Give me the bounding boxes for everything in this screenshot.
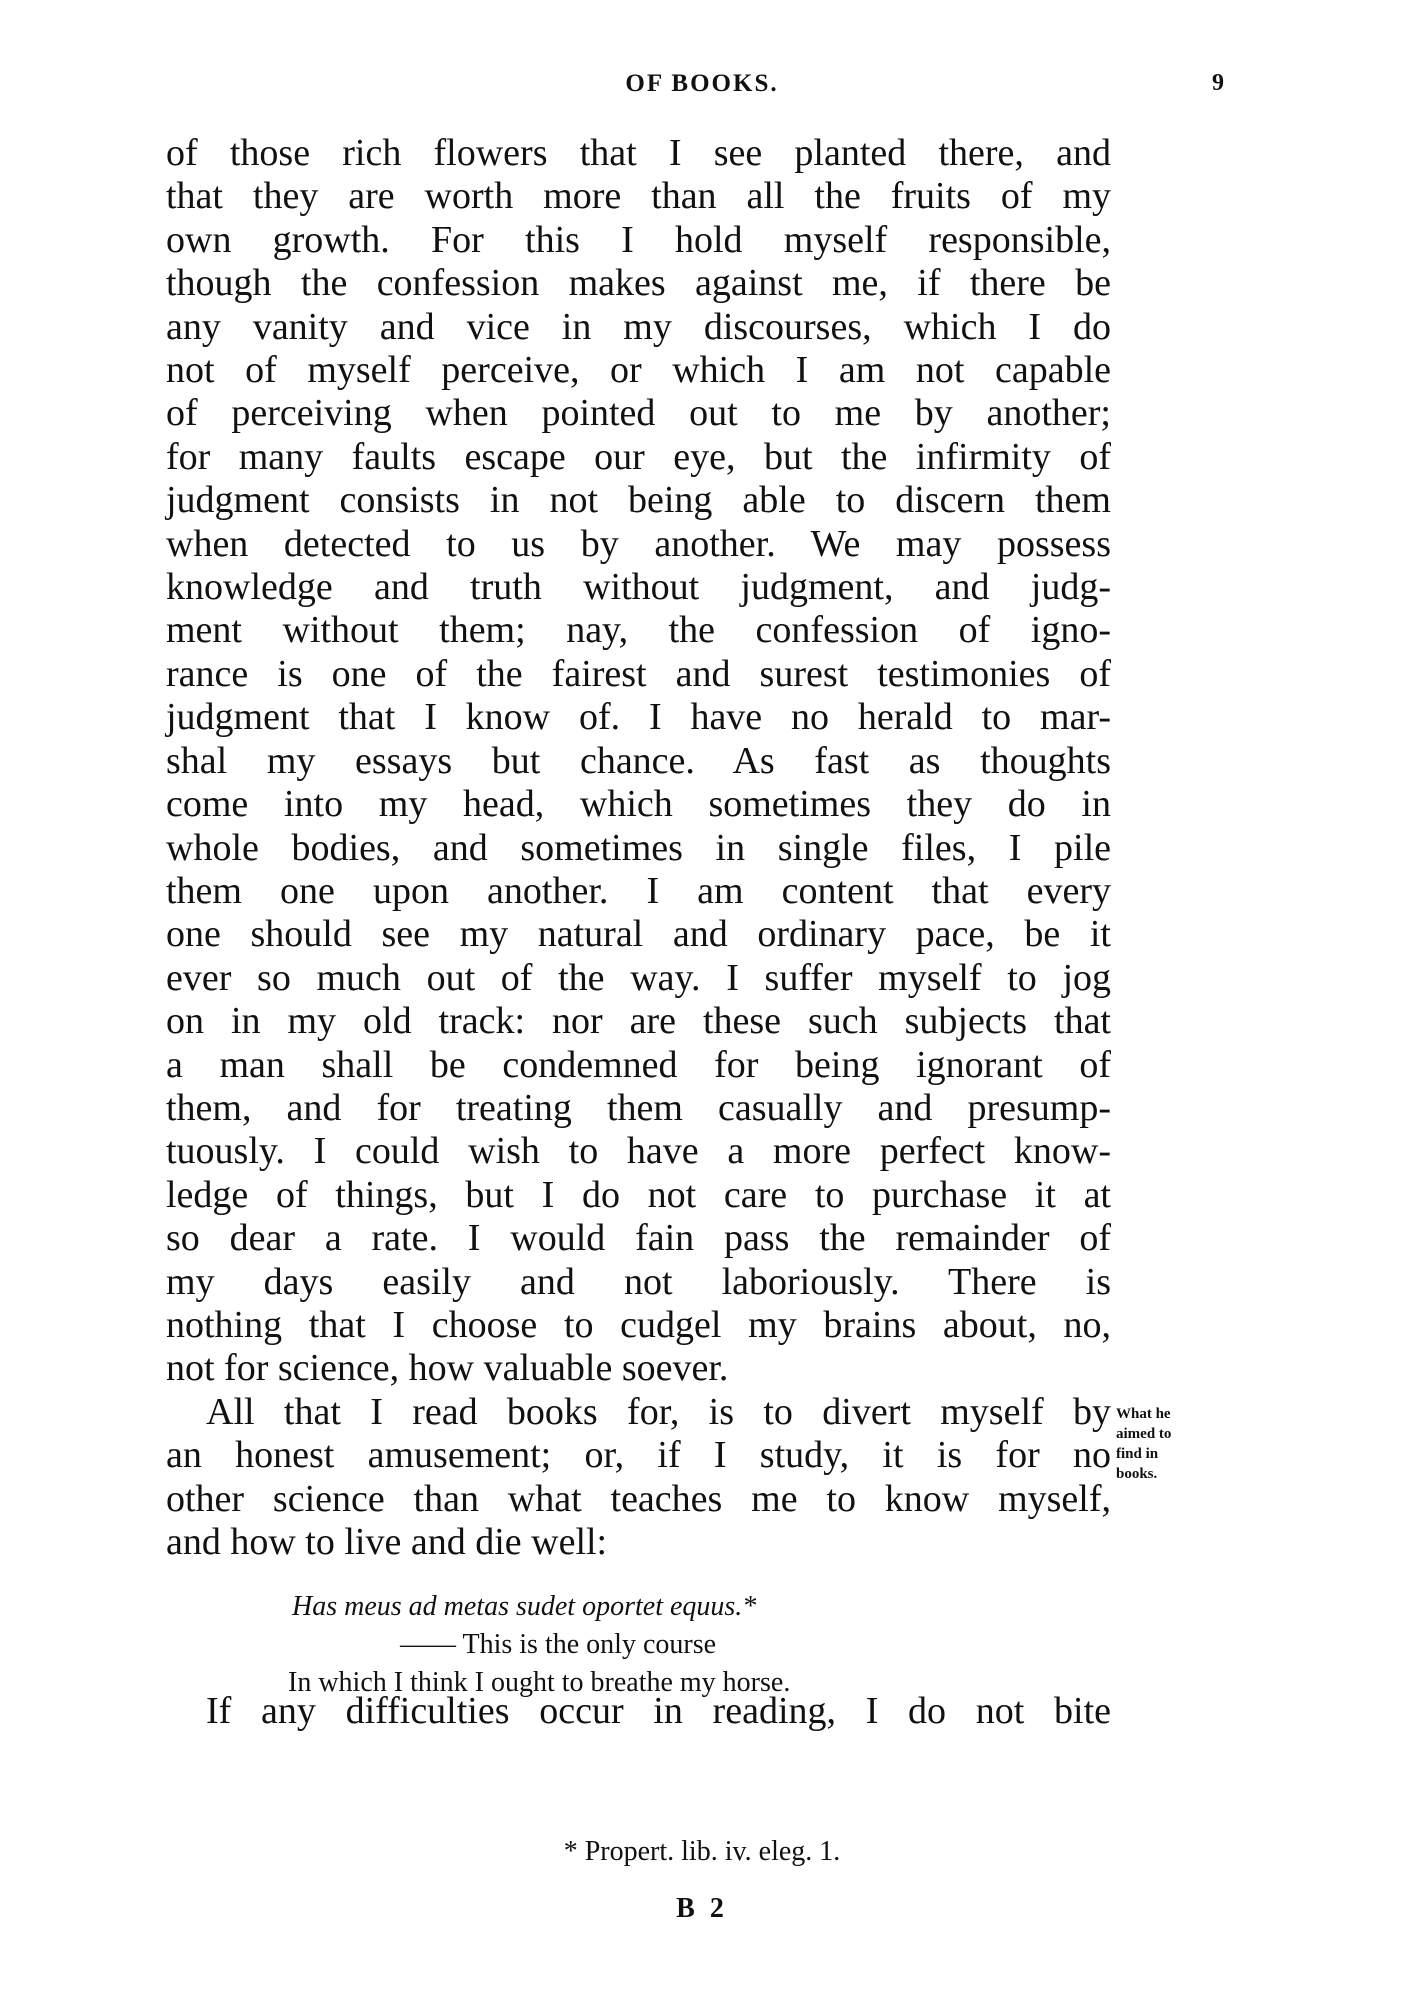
dash: —— xyxy=(400,1629,456,1660)
text-line: ledge of things, but I do not care to purchase it at xyxy=(166,1173,1111,1216)
margin-note-line: find in xyxy=(1116,1446,1159,1462)
text-line: my days easily and not laboriously. There is xyxy=(166,1260,1111,1303)
text-line: own growth. For this I hold myself responsible, xyxy=(166,218,1111,261)
text-line: on in my old track: nor are these such subjects that xyxy=(166,1000,1111,1043)
text-line: not of myself perceive, or which I am not capable xyxy=(166,349,1111,392)
text-line: ment without them; nay, the confession of igno- xyxy=(166,609,1111,652)
text-line: them one upon another. I am content that every xyxy=(166,869,1111,912)
running-head: OF BOOKS. xyxy=(625,70,779,97)
text-line: and how to live and die well: xyxy=(166,1521,608,1563)
text-line: nothing that I choose to cudgel my brains about, no, xyxy=(166,1303,1111,1346)
text-line: of perceiving when pointed out to me by another; xyxy=(166,392,1111,435)
text-line: not for science, how valuable soever. xyxy=(166,1347,729,1390)
text-line: a man shall be condemned for being ignorant of xyxy=(166,1043,1111,1086)
text-line: judgment that I know of. I have no herald to mar- xyxy=(166,696,1111,739)
text-line: All that I read books for, is to divert myself by xyxy=(206,1390,1111,1433)
translation-first-line xyxy=(288,1626,988,1664)
page-number: 9 xyxy=(1212,70,1224,96)
body-text xyxy=(166,132,1111,1564)
text-line: that they are worth more than all the fruits of my xyxy=(166,175,1111,218)
text-line: of those rich flowers that I see planted there, and xyxy=(166,132,1111,174)
page-header xyxy=(0,70,1404,110)
text-line: judgment consists in not being able to discern them xyxy=(166,479,1111,522)
text-line: any vanity and vice in my discourses, which I do xyxy=(166,305,1111,348)
text-line: other science than what teaches me to know myself, xyxy=(166,1477,1111,1520)
text-line: ever so much out of the way. I suffer myself to jog xyxy=(166,956,1111,999)
translation-text: This is the only course xyxy=(462,1629,717,1660)
verse-quote xyxy=(288,1588,988,1702)
text-line: so dear a rate. I would fain pass the remainder of xyxy=(166,1217,1111,1260)
text-line: whole bodies, and sometimes in single files, I pile xyxy=(166,826,1111,869)
text-line: them, and for treating them casually and presump- xyxy=(166,1086,1111,1129)
latin-verse: Has meus ad metas sudet oportet equus.* xyxy=(292,1591,757,1622)
margin-note xyxy=(1116,1404,1226,1484)
margin-note-line: What he xyxy=(1116,1406,1171,1422)
margin-note-line: aimed to xyxy=(1116,1426,1172,1442)
text-line: though the confession makes against me, if there be xyxy=(166,262,1111,305)
text-line: when detected to us by another. We may possess xyxy=(166,522,1111,565)
text-line: for many faults escape our eye, but the infirmity of xyxy=(166,435,1111,478)
footnote: * Propert. lib. iv. eleg. 1. xyxy=(563,1836,841,1867)
text-line: shal my essays but chance. As fast as thoughts xyxy=(166,739,1111,782)
text-line: come into my head, which sometimes they do in xyxy=(166,783,1111,826)
text-line: rance is one of the fairest and surest testimonies of xyxy=(166,652,1111,695)
text-line: one should see my natural and ordinary pace, be it xyxy=(166,913,1111,956)
text-line: knowledge and truth without judgment, and judg- xyxy=(166,566,1111,609)
text-line: tuously. I could wish to have a more perfect know- xyxy=(166,1130,1111,1173)
translation-second-line: In which I think I ought to breathe my horse. xyxy=(288,1667,791,1698)
text-line: an honest amusement; or, if I study, it is for no xyxy=(166,1434,1111,1477)
margin-note-line: books. xyxy=(1116,1466,1158,1482)
continuation-paragraph: If any difficulties occur in reading, I do not bite xyxy=(206,1690,1111,1732)
signature-mark: B 2 xyxy=(676,1893,728,1924)
